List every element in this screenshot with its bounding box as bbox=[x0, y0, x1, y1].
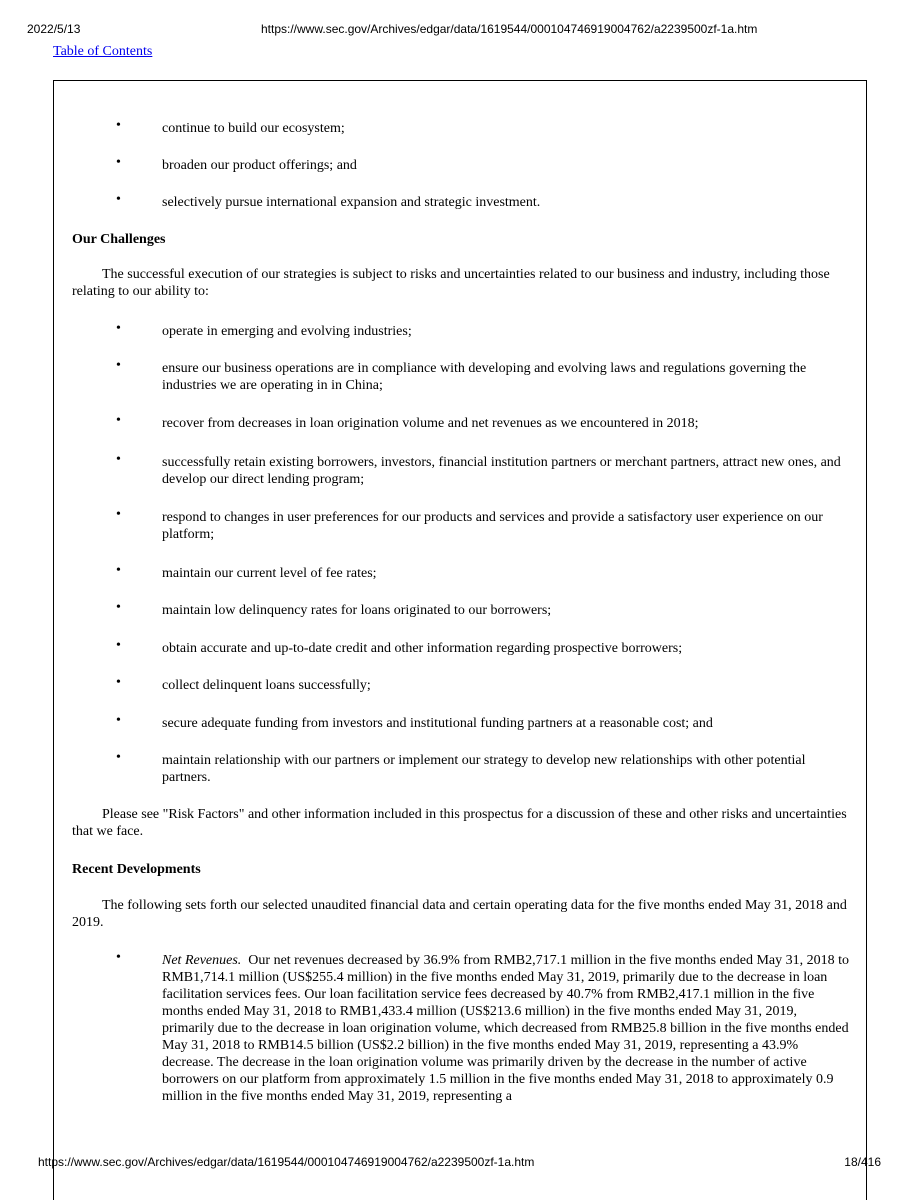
bullet-icon: • bbox=[116, 321, 121, 336]
bullet-icon: • bbox=[116, 452, 121, 467]
bullet-icon: • bbox=[116, 192, 121, 207]
paragraph: The successful execution of our strategies is subject to risks and uncertainties related to our business and industry, including those relating to our ability to: bbox=[72, 267, 830, 299]
bullet-icon: • bbox=[116, 638, 121, 653]
header-url: https://www.sec.gov/Archives/edgar/data/1619544/000104746919004762/a2239500zf-1a.htm bbox=[261, 22, 758, 36]
bullet-icon: • bbox=[116, 118, 121, 133]
net-revenues-text: Our net revenues decreased by 36.9% from RMB2,717.1 million in the five months ended May 31, 2018 to RMB1,714.1 million (US$255.4 million) in the five months ended May 31, 2019, primarily due to the decrease in loan facilitation services fees. Our loan facilitation service fees decreased by 40.7% from RMB2,417.1 million in the five months ended May 31, 2018 to RMB1,433.4 million (US$213.6 million) in the five months ended May 31, 2019, primarily due to the decrease in loan origination volume, which decreased from RMB25.8 billion in the five months ended May 31, 2018 to RMB14.5 billion (US$2.2 billion) in the five months ended May 31, 2019, representing a 43.9% decrease. The decrease in the loan origination volume was primarily driven by the decrease in the number of active borrowers on our platform from approximately 1.5 million in the five months ended May 31, 2018 to approximately 0.9 million in the five months ended May 31, 2019, representing a bbox=[162, 953, 850, 1104]
bullet-icon: • bbox=[116, 600, 121, 615]
footer-url: https://www.sec.gov/Archives/edgar/data/1619544/000104746919004762/a2239500zf-1a.htm bbox=[38, 1155, 535, 1169]
paragraph: The following sets forth our selected unaudited financial data and certain operating data for the five months ended May 31, 2018 and 2019. bbox=[72, 898, 847, 930]
bullet-icon: • bbox=[116, 950, 121, 965]
table-of-contents-link[interactable]: Table of Contents bbox=[53, 44, 153, 59]
bullet-icon: • bbox=[116, 507, 121, 522]
bullet-icon: • bbox=[116, 675, 121, 690]
section-heading: Recent Developments bbox=[72, 862, 201, 877]
bullet-icon: • bbox=[116, 750, 121, 765]
paragraph: Please see "Risk Factors" and other information included in this prospectus for a discussion of these and other risks and uncertainties that we face. bbox=[72, 807, 847, 839]
bullet-icon: • bbox=[116, 413, 121, 428]
bullet-icon: • bbox=[116, 155, 121, 170]
bullet-icon: • bbox=[116, 713, 121, 728]
header-date: 2022/5/13 bbox=[27, 22, 81, 36]
bullet-icon: • bbox=[116, 563, 121, 578]
net-revenues-label: Net Revenues. bbox=[162, 953, 242, 968]
bullet-icon: • bbox=[116, 358, 121, 373]
section-heading: Our Challenges bbox=[72, 232, 166, 247]
page-number: 18/416 bbox=[844, 1155, 881, 1169]
